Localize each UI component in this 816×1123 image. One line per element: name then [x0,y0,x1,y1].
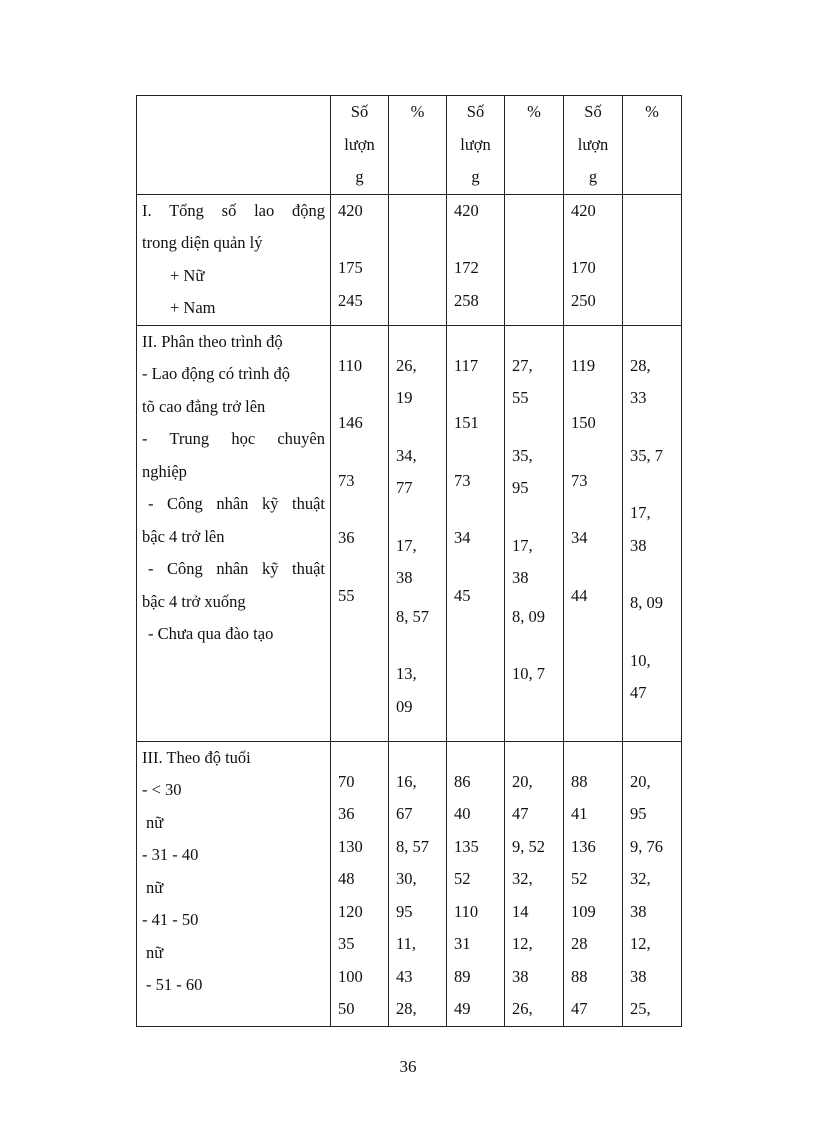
section-1-col4 [505,194,564,325]
section-2-label: II. Phân theo trình độ - Lao động có trình độ tõ cao đẳng trở lên - Trung học chuyên nghiệp - Công nhân kỹ thuật bậc 4 trở lên - Công nhân kỹ thuật bậc 4 trở xuống - Chưa qua đào tạo [137,325,331,741]
section-2-col6: 28, 33 35, 7 17, 38 8, 09 10, 47 [623,325,682,741]
section-3-col6: 20, 95 9, 76 32, 38 12, 38 25, [623,741,682,1026]
section-3-col5: 88 41 136 52 109 28 88 47 [564,741,623,1026]
section-3-row [137,741,682,1026]
section-2-col3: 117 151 73 34 45 [447,325,505,741]
header-so-luong-3: Số lượn g [564,96,623,195]
header-so-luong-2: Số lượn g [447,96,505,195]
header-row [137,96,682,195]
section-2-row [137,325,682,741]
header-percent-3: % [623,96,682,195]
section-1-row [137,194,682,325]
section-3-col2: 16, 67 8, 57 30, 95 11, 43 28, [389,741,447,1026]
section-3-col3: 86 40 135 52 110 31 89 49 [447,741,505,1026]
section-1-col6 [623,194,682,325]
header-empty-cell [137,96,331,195]
section-1-col2 [389,194,447,325]
section-1-col3: 420 172 258 [447,194,505,325]
page-number: 36 [399,1057,417,1076]
workforce-table [136,95,682,1027]
section-3-col4: 20, 47 9, 52 32, 14 12, 38 26, [505,741,564,1026]
header-so-luong-1: Số lượn g [331,96,389,195]
section-3-col1: 70 36 130 48 120 35 100 50 [331,741,389,1026]
header-percent-1: % [389,96,447,195]
section-1-label: I. Tổng số lao động trong diện quản lý + Nữ + Nam [137,194,331,325]
section-1-col1: 420 175 245 [331,194,389,325]
section-2-col4: 27, 55 35, 95 17, 38 8, 09 10, 7 [505,325,564,741]
section-2-col5: 119 150 73 34 44 [564,325,623,741]
section-2-col2: 26, 19 34, 77 17, 38 8, 57 13, 09 [389,325,447,741]
section-3-label: III. Theo độ tuổi - < 30 nữ - 31 - 40 nữ - 41 - 50 nữ - 51 - 60 [137,741,331,1026]
section-2-col1: 110 146 73 36 55 [331,325,389,741]
header-percent-2: % [505,96,564,195]
section-1-col5: 420 170 250 [564,194,623,325]
